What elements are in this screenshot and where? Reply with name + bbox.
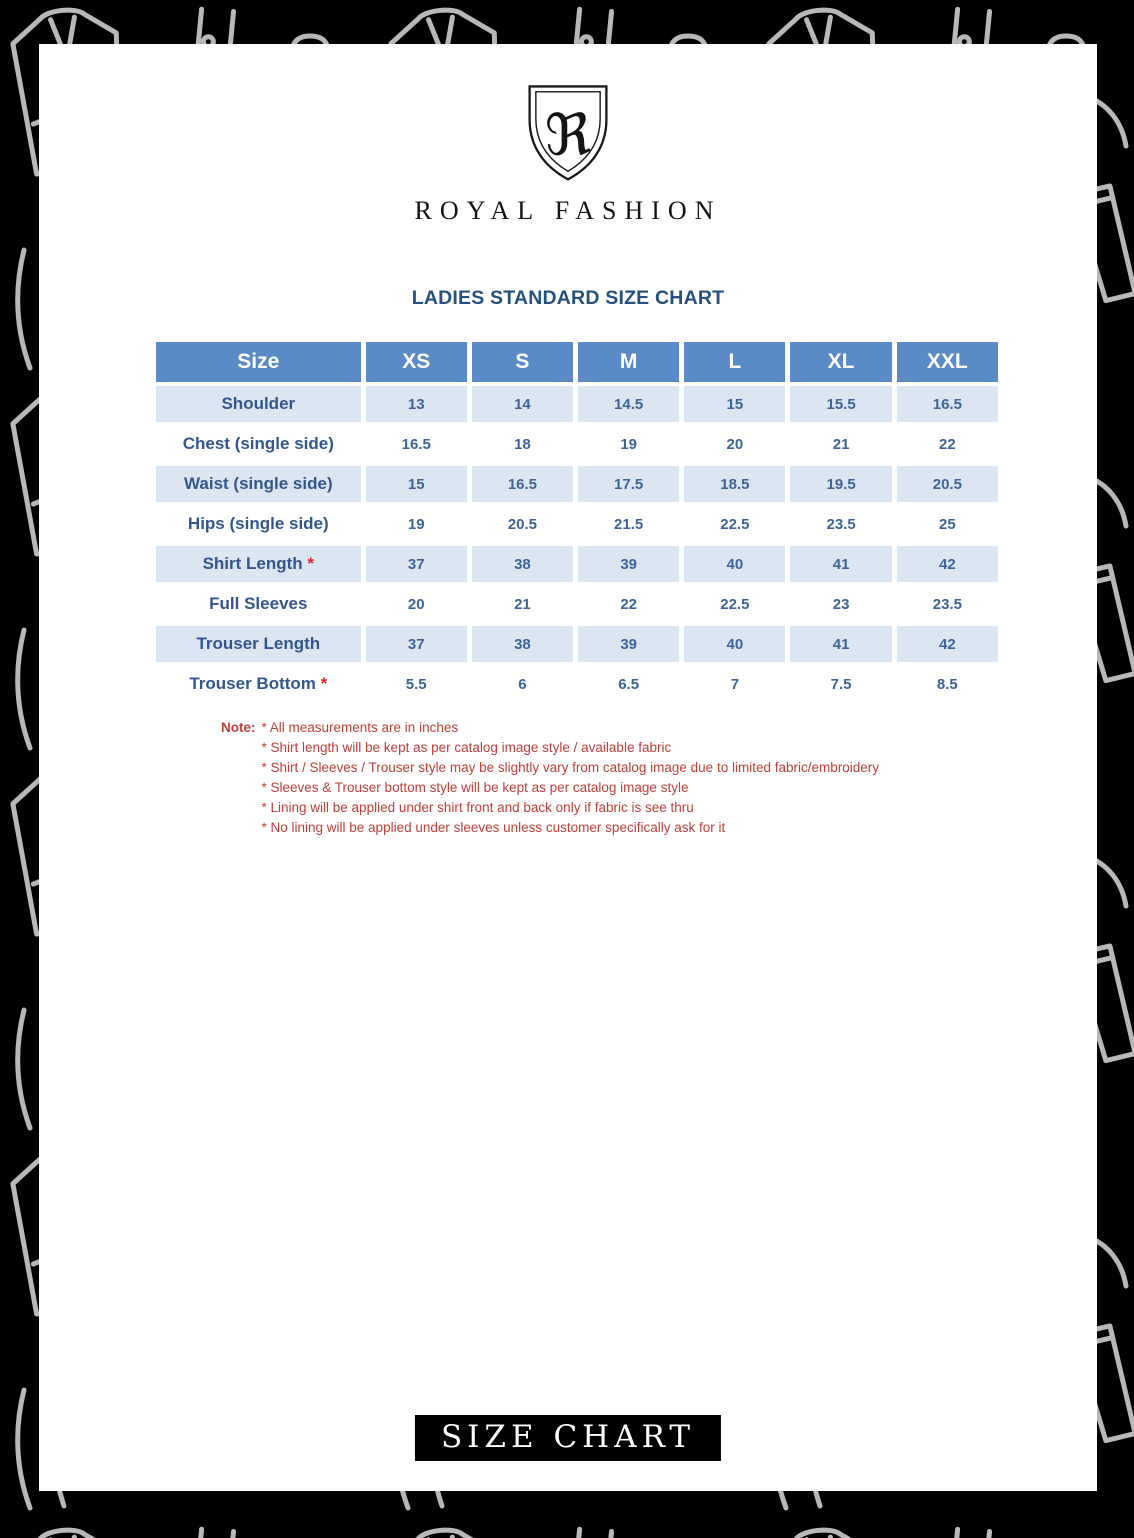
- size-chart-document: [39, 44, 1097, 1491]
- row-label-cell: Hips (single side): [156, 506, 361, 542]
- notes-items: [262, 718, 880, 838]
- row-label-cell: Trouser Length: [156, 626, 361, 662]
- value-cell: 40: [684, 546, 785, 582]
- value-cell: 15: [366, 466, 467, 502]
- value-cell: 13: [366, 386, 467, 422]
- table-row: [156, 586, 998, 622]
- table-row: [156, 506, 998, 542]
- value-cell: 14: [472, 386, 573, 422]
- value-cell: 22: [578, 586, 679, 622]
- note-line: * Shirt / Sleeves / Trouser style may be slightly vary from catalog image due to limited fabric/embroidery: [261, 760, 879, 775]
- value-cell: 23: [790, 586, 891, 622]
- value-cell: 20.5: [472, 506, 573, 542]
- value-cell: 16.5: [366, 426, 467, 462]
- note-line: * No lining will be applied under sleeves unless customer specifically ask for it: [261, 820, 726, 835]
- value-cell: 6.5: [578, 666, 679, 702]
- size-table: [151, 338, 1003, 706]
- value-cell: 38: [472, 626, 573, 662]
- value-cell: 7: [684, 666, 785, 702]
- value-cell: 22: [897, 426, 998, 462]
- value-cell: 7.5: [790, 666, 891, 702]
- value-cell: 23.5: [790, 506, 891, 542]
- value-cell: 15: [684, 386, 785, 422]
- size-header-xs: XS: [366, 342, 467, 382]
- row-label-cell: Shirt Length *: [156, 546, 361, 582]
- asterisk-mark: *: [315, 674, 328, 693]
- value-cell: 21: [790, 426, 891, 462]
- table-row: [156, 426, 998, 462]
- value-cell: 14.5: [578, 386, 679, 422]
- shield-logo-icon: [523, 82, 613, 182]
- fraktur-r-glyph: ℜ: [544, 102, 592, 169]
- value-cell: 38: [472, 546, 573, 582]
- row-label-cell: Full Sleeves: [156, 586, 361, 622]
- value-cell: 19.5: [790, 466, 891, 502]
- value-cell: 19: [366, 506, 467, 542]
- value-cell: 22.5: [684, 586, 785, 622]
- size-header-xxl: XXL: [897, 342, 998, 382]
- table-row: [156, 466, 998, 502]
- notes-section: [221, 718, 879, 838]
- brand-logo: [39, 82, 1097, 226]
- size-header-l: L: [684, 342, 785, 382]
- value-cell: 40: [684, 626, 785, 662]
- value-cell: 37: [366, 546, 467, 582]
- value-cell: 21.5: [578, 506, 679, 542]
- size-chart-banner: SIZE CHART: [415, 1415, 721, 1461]
- value-cell: 22.5: [684, 506, 785, 542]
- value-cell: 23.5: [897, 586, 998, 622]
- value-cell: 20: [684, 426, 785, 462]
- value-cell: 37: [366, 626, 467, 662]
- notes-label: Note:: [221, 720, 256, 735]
- value-cell: 39: [578, 626, 679, 662]
- value-cell: 18.5: [684, 466, 785, 502]
- size-header-xl: XL: [790, 342, 891, 382]
- value-cell: 19: [578, 426, 679, 462]
- brand-name: ROYAL FASHION: [414, 196, 722, 225]
- note-line: * Lining will be applied under shirt front and back only if fabric is see thru: [261, 800, 694, 815]
- row-label-cell: Waist (single side): [156, 466, 361, 502]
- value-cell: 6: [472, 666, 573, 702]
- note-line: * Sleeves & Trouser bottom style will be kept as per catalog image style: [261, 780, 689, 795]
- row-label-cell: Chest (single side): [156, 426, 361, 462]
- note-line: * Shirt length will be kept as per catalog image style / available fabric: [261, 740, 672, 755]
- value-cell: 16.5: [472, 466, 573, 502]
- value-cell: 20: [366, 586, 467, 622]
- value-cell: 42: [897, 626, 998, 662]
- row-label-cell: Shoulder: [156, 386, 361, 422]
- value-cell: 41: [790, 626, 891, 662]
- value-cell: 16.5: [897, 386, 998, 422]
- table-row: [156, 626, 998, 662]
- value-cell: 8.5: [897, 666, 998, 702]
- header-row: [156, 342, 998, 382]
- value-cell: 5.5: [366, 666, 467, 702]
- size-table-body: [156, 386, 998, 702]
- row-label-cell: Trouser Bottom *: [156, 666, 361, 702]
- size-header-s: S: [472, 342, 573, 382]
- value-cell: 41: [790, 546, 891, 582]
- table-row: [156, 546, 998, 582]
- value-cell: 20.5: [897, 466, 998, 502]
- table-row: [156, 666, 998, 702]
- size-table-wrap: [151, 338, 1003, 706]
- size-column-header: Size: [156, 342, 361, 382]
- value-cell: 25: [897, 506, 998, 542]
- value-cell: 18: [472, 426, 573, 462]
- note-line: * All measurements are in inches: [261, 720, 459, 735]
- value-cell: 39: [578, 546, 679, 582]
- value-cell: 21: [472, 586, 573, 622]
- asterisk-mark: *: [302, 554, 315, 573]
- value-cell: 15.5: [790, 386, 891, 422]
- value-cell: 42: [897, 546, 998, 582]
- page-title: LADIES STANDARD SIZE CHART: [411, 287, 725, 309]
- size-header-m: M: [578, 342, 679, 382]
- size-table-header: [156, 342, 998, 382]
- table-row: [156, 386, 998, 422]
- value-cell: 17.5: [578, 466, 679, 502]
